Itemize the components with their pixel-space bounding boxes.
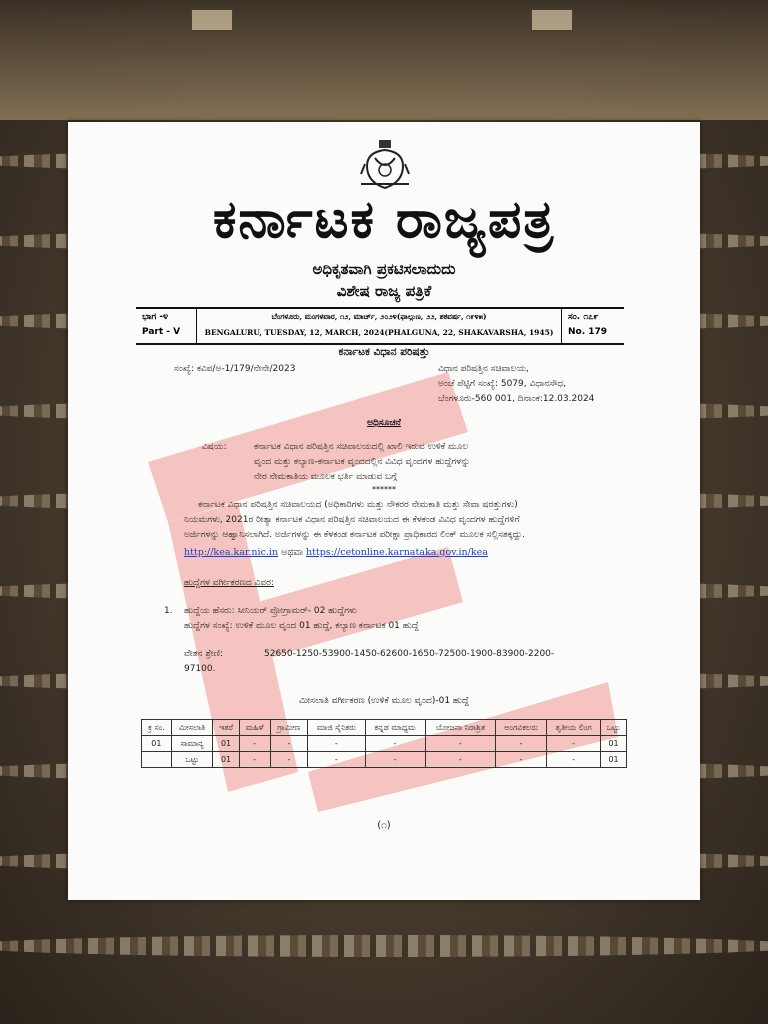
table-header: ಮಹಿಳೆ	[239, 720, 270, 736]
table-header: ಮೀಸಲಾತಿ	[171, 720, 213, 736]
reservation-table	[141, 719, 627, 768]
table-header-row	[142, 720, 627, 736]
kea-link[interactable]: http://kea.kar.nic.in	[184, 547, 279, 558]
state-emblem-icon	[359, 138, 411, 192]
issue-number-box	[561, 309, 624, 343]
part-english: Part - V	[142, 327, 181, 337]
post-name: ಹುದ್ದೆಯ ಹೆಸರು: ಸೀನಿಯರ್ ಪ್ರೋಗ್ರಾಮರ್- 02 ಹುದ್ದೆಗಳು	[184, 606, 357, 616]
table-header: ಇತರೆ	[213, 720, 239, 736]
gazette-page	[68, 122, 700, 900]
gazette-masthead: ಕರ್ನಾಟಕ ರಾಜ್ಯಪತ್ರ	[212, 190, 556, 250]
table-cell: 01	[142, 736, 172, 752]
cetonline-link[interactable]: https://cetonline.karnataka.gov.in/kea	[305, 547, 488, 558]
table-total-row	[142, 752, 627, 768]
office-address-line: ವಿಧಾನ ಪರಿಷತ್ತಿನ ಸಚಿವಾಲಯ,	[438, 364, 529, 374]
table-cell: 01	[601, 736, 627, 752]
gazette-subtitle: ಅಧಿಕೃತವಾಗಿ ಪ್ರಕಟಿಸಲಾದುದು	[312, 260, 456, 278]
pay-scale-value: 52650-1250-53900-1450-62600-1650-72500-1900-83900-2200-	[264, 649, 555, 659]
table-cell: 01	[213, 752, 239, 768]
link-separator: ಅಥವಾ	[278, 547, 306, 558]
table-cell: -	[365, 752, 425, 768]
table-cell	[142, 752, 172, 768]
issue-date-kannada: ಬೆಂಗಳೂರು, ಮಂಗಳವಾರ, ೧೨, ಮಾರ್ಚ್, ೨೦೨೪(ಫಾಲ್ಗುಣ, ೨೨, ಶಕವರ್ಷ, ೧೯೪೫)	[271, 312, 487, 321]
separator-stars: ******	[372, 485, 396, 494]
reference-number: ಸಂಖ್ಯೆ: ಕವಿಪ/ಅ-1/179/ನೇನೇ/2023	[174, 364, 296, 374]
pay-scale-label: ವೇತನ ಶ್ರೇಣಿ:	[184, 649, 224, 659]
body-paragraph-line: ಕರ್ನಾಟಕ ವಿಧಾನ ಪರಿಷತ್ತಿನ ಸಚಿವಾಲಯದ (ಅಧಿಕಾರಿಗಳು ಮತ್ತು ನೌಕರರ ನೇಮಕಾತಿ ಮತ್ತು ಸೇವಾ ಷರತ್ತುಗಳು)	[198, 500, 518, 510]
table-header: ಒಟ್ಟು	[601, 720, 627, 736]
table-cell: -	[425, 752, 495, 768]
table-cell: -	[270, 752, 308, 768]
pay-scale-value: 97100.	[184, 664, 216, 674]
table-cell: -	[308, 752, 365, 768]
table-header: ಕನ್ನಡ ಮಾಧ್ಯಮ	[365, 720, 425, 736]
table-row	[142, 736, 627, 752]
posts-heading: ಹುದ್ದೆಗಳ ವರ್ಗೀಕರಣದ ವಿವರ:	[184, 578, 274, 588]
table-header: ಕ್ರ ಸಂ.	[142, 720, 172, 736]
body-paragraph-line: ಅರ್ಜಿಗಳನ್ನು ಆಹ್ವಾನಿಸಲಾಗಿದೆ. ಅರ್ಜಿಗಳನ್ನು ಈ ಕೆಳಕಂಡ ಕರ್ನಾಟಕ ಪರೀಕ್ಷಾ ಪ್ರಾಧಿಕಾರದ ಲಿಂಕ್ ಮೂಲಕ ಸಲ್ಲಿಸತಕ್ಕದ್ದು.	[184, 530, 525, 540]
subject-line: ಕರ್ನಾಟಕ ವಿಧಾನ ಪರಿಷತ್ತಿನ ಸಚಿವಾಲಯದಲ್ಲಿ ಖಾಲಿ ಇರುವ ಉಳಿಕೆ ಮೂಲ	[254, 442, 469, 452]
issue-date	[196, 309, 562, 343]
table-cell: 01	[213, 736, 239, 752]
table-cell: -	[365, 736, 425, 752]
table-header: ಯೋಜನಾ ನಿರಾಶ್ರಿತ	[425, 720, 495, 736]
table-cell: -	[270, 736, 308, 752]
hall-panel	[530, 8, 574, 32]
office-address-line: ಅಂಚೆ ಪೆಟ್ಟಿಗೆ ಸಂಖ್ಯೆ: 5079, ವಿಧಾನಸೌಧ,	[438, 379, 567, 389]
table-header: ಅಂಗವಿಕಲರು	[496, 720, 547, 736]
item-number: 1.	[164, 606, 173, 616]
table-title: ಮೀಸಲಾತಿ ವರ್ಗೀಕರಣ (ಉಳಿಕೆ ಮೂಲ ವೃಂದ)-01 ಹುದ್ದೆ	[298, 696, 469, 706]
table-cell: 01	[601, 752, 627, 768]
watermark-notice: Processed using the free version of Watermarkly. The paid version does not add this mark.	[76, 874, 692, 889]
post-count: ಹುದ್ದೆಗಳ ಸಂಖ್ಯೆ: ಉಳಿಕೆ ಮೂಲ ವೃಂದ 01 ಹುದ್ದೆ, ಕಲ್ಯಾಣ ಕರ್ನಾಟಕ 01 ಹುದ್ದೆ	[184, 621, 419, 631]
table-cell: -	[496, 736, 547, 752]
office-name: ಕರ್ನಾಟಕ ವಿಧಾನ ಪರಿಷತ್ತು	[338, 346, 430, 358]
hall-seat-row	[0, 935, 768, 957]
issue-date-english: BENGALURU, TUESDAY, 12, MARCH, 2024(PHALGUNA, 22, SHAKAVARSHA, 1945)	[204, 328, 554, 337]
part-box	[136, 309, 197, 343]
issue-info-band	[136, 307, 624, 345]
issue-number-kannada: ಸಂ. ೧೭೯	[568, 312, 599, 322]
table-header: ಮಾಜಿ ಸೈನಿಕರು	[308, 720, 365, 736]
table-cell: -	[547, 752, 601, 768]
hall-panel	[190, 8, 234, 32]
table-cell: -	[496, 752, 547, 768]
subject-line: ನೇರ ನೇಮಕಾತಿಯ ಮೂಲಕ ಭರ್ತಿ ಮಾಡುವ ಬಗ್ಗೆ	[254, 472, 397, 482]
application-links	[184, 547, 488, 558]
hall-ceiling	[0, 0, 768, 120]
subject-label: ವಿಷಯ:	[202, 442, 227, 452]
table-cell: -	[425, 736, 495, 752]
office-address-date: ಬೆಂಗಳೂರು-560 001, ದಿನಾಂಕ:12.03.2024	[438, 394, 595, 404]
table-header: ತೃತೀಯ ಲಿಂಗ	[547, 720, 601, 736]
table-cell: ಒಟ್ಟು	[171, 752, 213, 768]
table-cell: ಸಾಮಾನ್ಯ	[171, 736, 213, 752]
subject-line: ವೃಂದ ಮತ್ತು ಕಲ್ಯಾಣ-ಕರ್ನಾಟಕ ವೃಂದದಲ್ಲಿನ ವಿವಿಧ ವೃಂದಗಳ ಹುದ್ದೆಗಳನ್ನು	[254, 457, 471, 467]
issue-number-english: No. 179	[568, 327, 608, 337]
table-header: ಗ್ರಾಮೀಣ	[270, 720, 308, 736]
part-kannada: ಭಾಗ -೪	[142, 312, 169, 322]
table-cell: -	[547, 736, 601, 752]
gazette-subtitle: ವಿಶೇಷ ರಾಜ್ಯ ಪತ್ರಿಕೆ	[336, 282, 432, 300]
table-cell: -	[308, 736, 365, 752]
notification-heading: ಅಧಿಸೂಚನೆ	[367, 418, 401, 428]
table-cell: -	[239, 752, 270, 768]
body-paragraph-line: ನಿಯಮಗಳು, 2021ರ ರೀತ್ಯಾ ಕರ್ನಾಟಕ ವಿಧಾನ ಪರಿಷತ್ತಿನ ಸಚಿವಾಲಯದ ಈ ಕೆಳಕಂಡ ವಿವಿಧ ವೃಂದಗಳ ಹುದ್ದೆಗಳಿಗೆ	[184, 515, 520, 525]
page-number: (೧)	[377, 820, 391, 831]
table-cell: -	[239, 736, 270, 752]
